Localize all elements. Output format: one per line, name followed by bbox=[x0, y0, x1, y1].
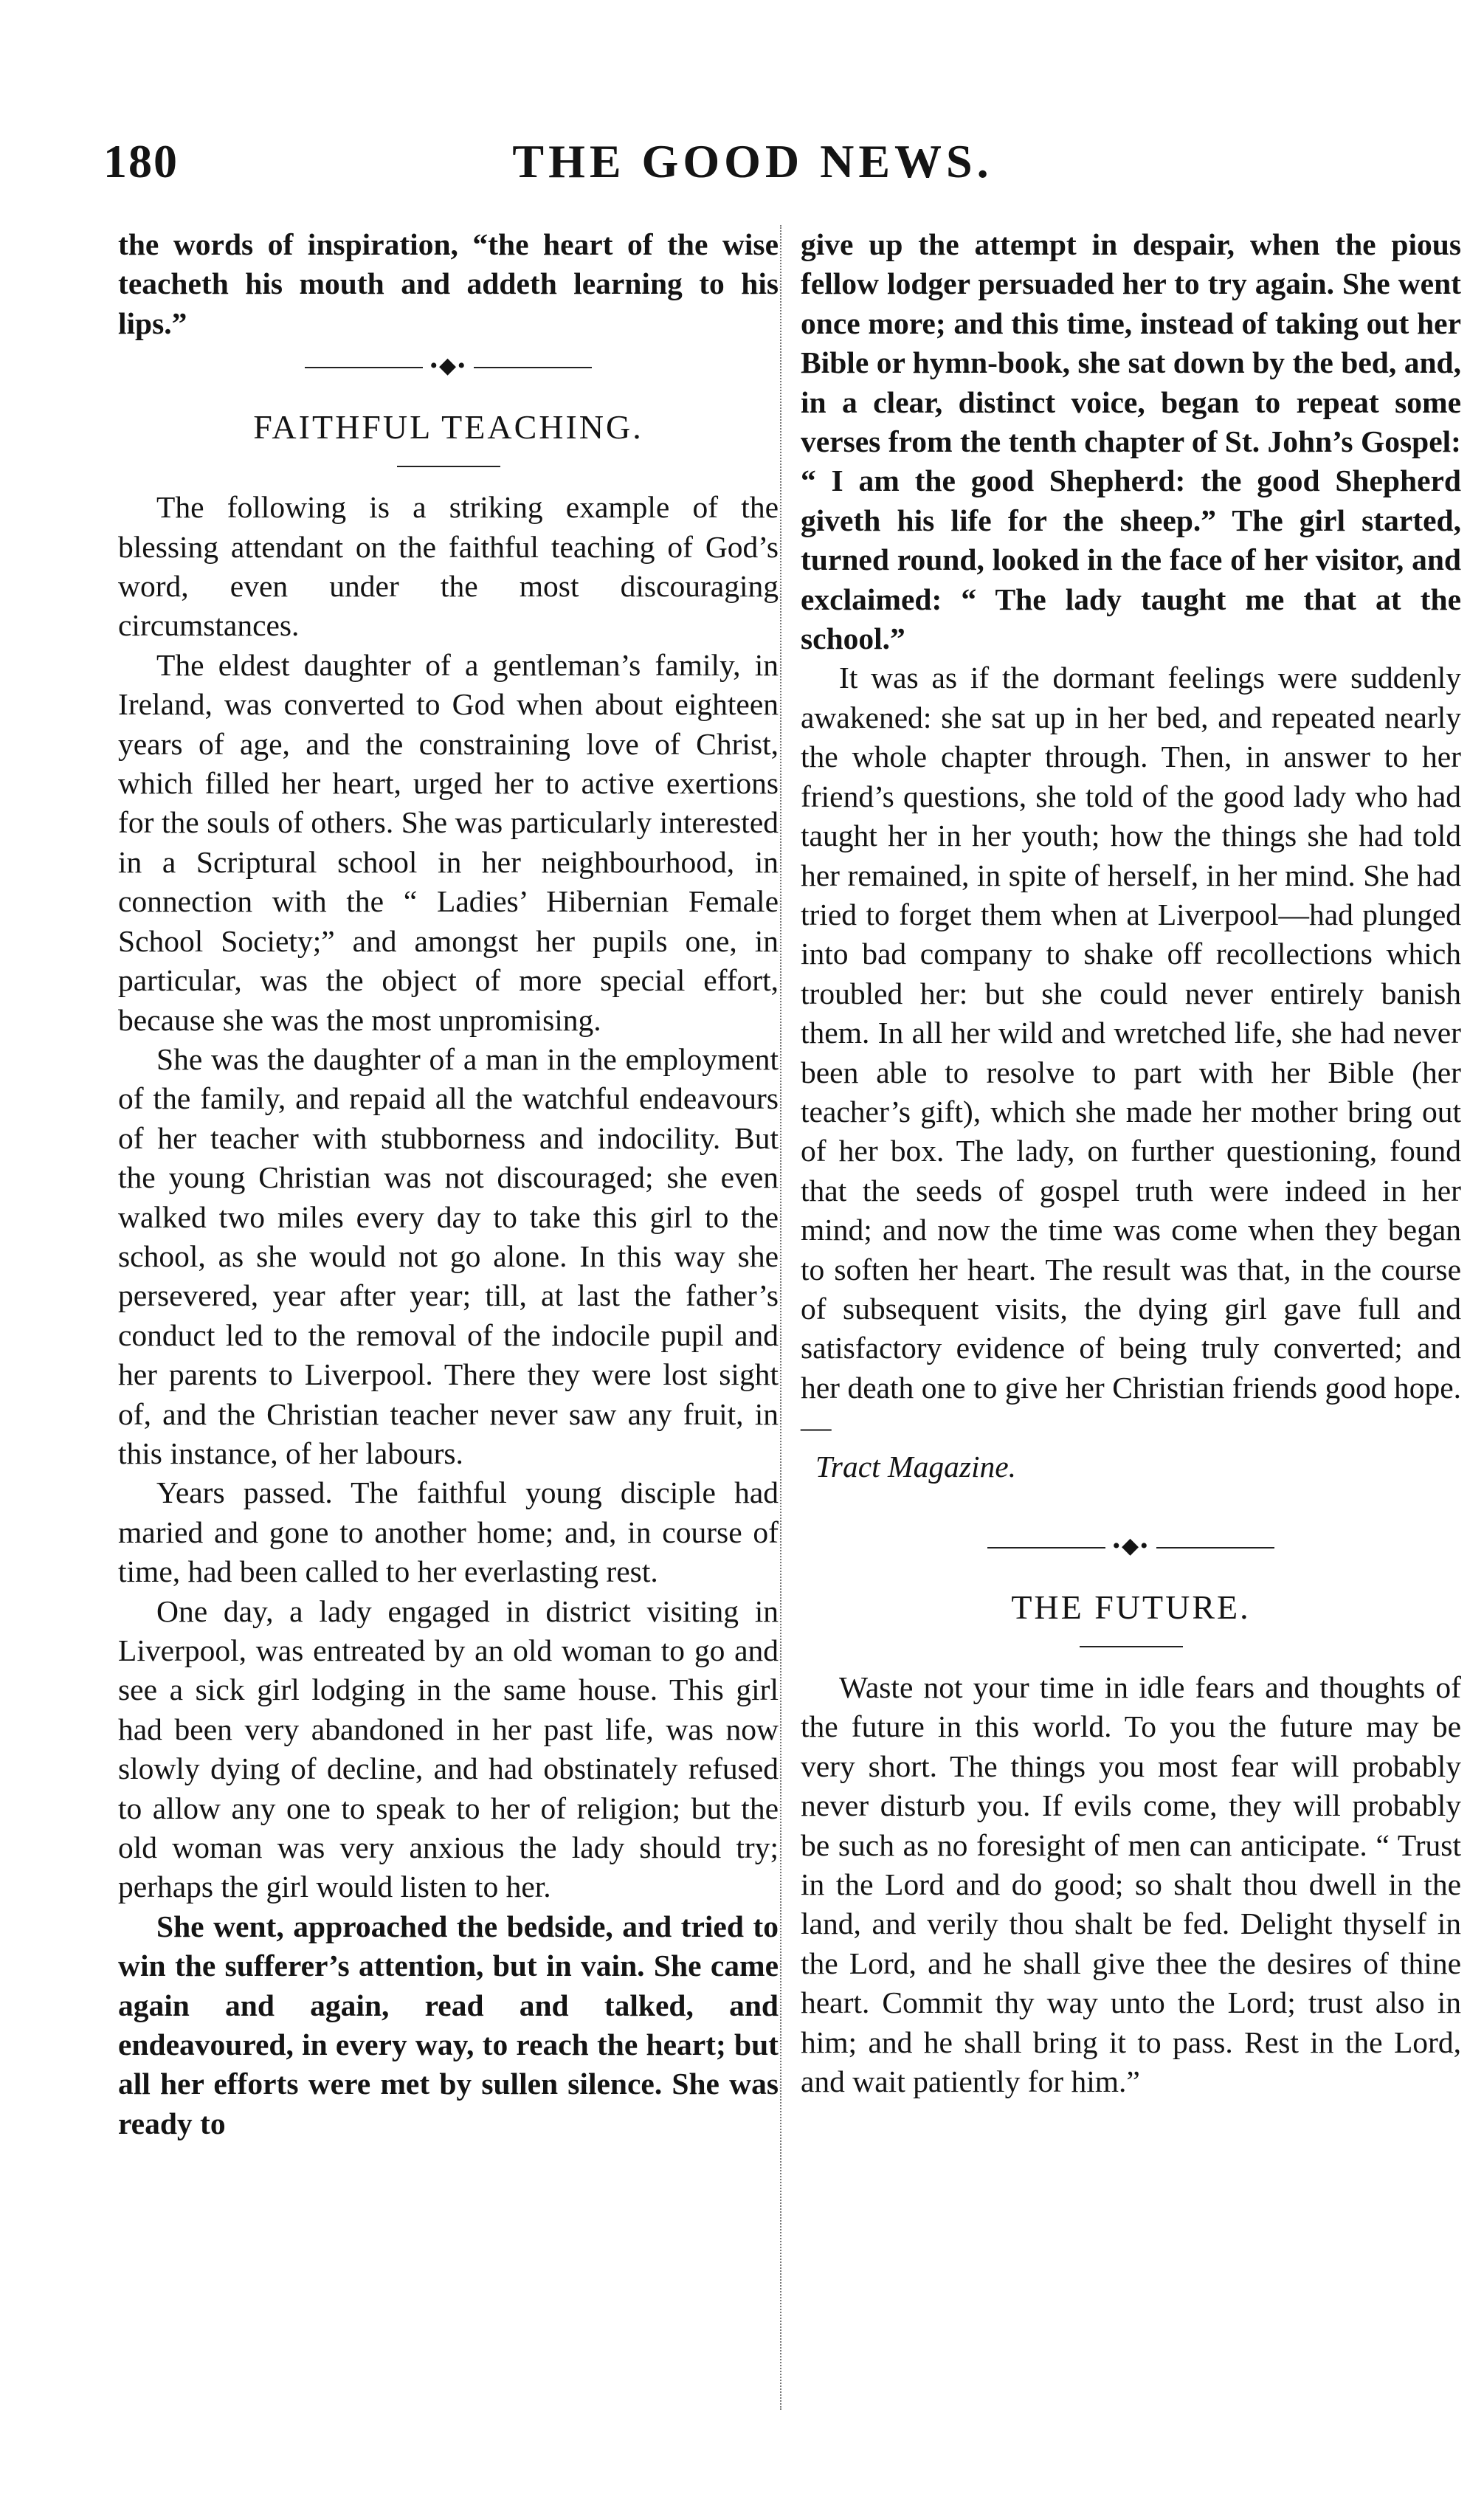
opening-quote: the words of inspiration, “the heart of the wise teacheth his mouth and addeth learning to his lips.” bbox=[118, 227, 779, 340]
source-credit: Tract Magazine. bbox=[815, 1449, 1017, 1484]
spacer bbox=[801, 1486, 1461, 1523]
continued-paragraph: give up the attempt in despair, when the pious fellow lodger persuaded her to try again. She went once more; and this time, instead of taking out her Bible or hymn-book, she sat down by the bed, and, in a clear, distinct voice, began to repeat some verses from the tenth chapter of St. John’s Gospel: “ I am the good Shepherd: the good Shepherd giveth his life for the sheep.” The girl started, turned round, looked in the face of her visitor, and exclaimed: “ The lady taught me that at the school.” bbox=[801, 227, 1461, 656]
paragraph: The eldest daughter of a gentleman’s family, in Ireland, was converted to God when about eighteen years of age, and the constraining love of Christ, which filled her heart, urged her to active exertions for the souls of others. She was particularly interested in a Scriptural school in her neighbourhood, in connection with the “ Ladies’ Hibernian Female School Society;” and amongst her pupils one, in particular, was the object of more special effort, because she was the most unpromising. bbox=[118, 647, 779, 1037]
section-divider bbox=[801, 1532, 1461, 1560]
paragraph: One day, a lady engaged in district visiting in Liverpool, was entreated by an old woman to go and see a sick girl lodging in the same house. This girl had been very abandoned in her past life, was now slowly dying of decline, and had obstinately refused to allow any one to speak to her of religion; but the old woman was very anxious the lady should try; perhaps the girl would listen to her. bbox=[118, 1594, 779, 1904]
divider-ornament: •◆• bbox=[1112, 1534, 1150, 1558]
paragraph: She went, approached the bedside, and tried to win the sufferer’s attention, but in vain. She came again and again, read and talked, and endeavoured, in every way, to reach the heart; but all her efforts were met by sullen silence. She was ready to bbox=[118, 1909, 779, 2140]
right-column bbox=[801, 225, 1461, 2101]
paragraph: It was as if the dormant feelings were suddenly awakened: she sat up in her bed, and repeated nearly the whole chapter through. Then, in answer to her friend’s questions, she told of the good lady who had taught her in her youth; how the things she had told her remained, in spite of herself, in her mind. She had tried to forget them when at Liverpool—had plunged into bad company to shake off recollections which troubled her: but she could never entirely banish them. In all her wild and wretched life, she had never been able to resolve to part with her Bible (her teacher’s gift), which she made her mother bring out of her box. The lady, on further questioning, found that the seeds of gospel truth were indeed in her mind; and now the time was come when they began to soften her heart. The result was that, in the course of subsequent visits, the dying girl gave full and satisfactory evidence of being truly converted; and her death one to give her Christian friends good hope.— bbox=[801, 661, 1461, 1444]
paragraph: Waste not your time in idle fears and thoughts of the future in this world. To you the future may be very short. The things you most fear will probably never disturb you. If evils come, they will probably be such as no foresight of men can anticipate. “ Trust in the Lord and do good; so shalt thou dwell in the land, and verily thou shalt be fed. Delight thyself in the Lord, and he shall give thee the desires of thine heart. Commit thy way unto the Lord; trust also in him; and he shall bring it to pass. Rest in the Lord, and wait patiently for him.” bbox=[801, 1670, 1461, 2099]
title-rule bbox=[1080, 1646, 1183, 1647]
divider-rule-right bbox=[1156, 1547, 1274, 1548]
divider-rule-left bbox=[305, 367, 423, 368]
divider-rule-right bbox=[474, 367, 592, 368]
divider-ornament: •◆• bbox=[429, 354, 467, 379]
page-number: 180 bbox=[103, 135, 179, 187]
running-title: THE GOOD NEWS. bbox=[512, 135, 993, 187]
title-rule bbox=[397, 466, 500, 467]
left-column bbox=[118, 225, 779, 2143]
divider-rule-left bbox=[987, 1547, 1105, 1548]
section-divider bbox=[118, 352, 779, 380]
paragraph: Years passed. The faithful young disciple had maried and gone to another home; and, in course of time, had been called to her everlasting rest. bbox=[118, 1475, 779, 1589]
article-title-faithful-teaching: FAITHFUL TEACHING. bbox=[253, 408, 643, 447]
running-header bbox=[103, 134, 1402, 193]
column-divider bbox=[780, 225, 781, 2410]
paragraph: The following is a striking example of the blessing attendant on the faithful teaching of God’s word, even under the most discouraging circumstances. bbox=[118, 490, 779, 643]
paragraph: She was the daughter of a man in the employment of the family, and repaid all the watchful endeavours of her teacher with stubborness and indocility. But the young Christian was not discouraged; she even walked two miles every day to take this girl to the school, as she would not go alone. In this way she persevered, year after year; till, at last the father’s conduct led to the removal of the indocile pupil and her parents to Liverpool. There they were lost sight of, and the Christian teacher never saw any fruit, in this instance, of her labours. bbox=[118, 1041, 779, 1470]
article-title-the-future: THE FUTURE. bbox=[1011, 1588, 1251, 1626]
